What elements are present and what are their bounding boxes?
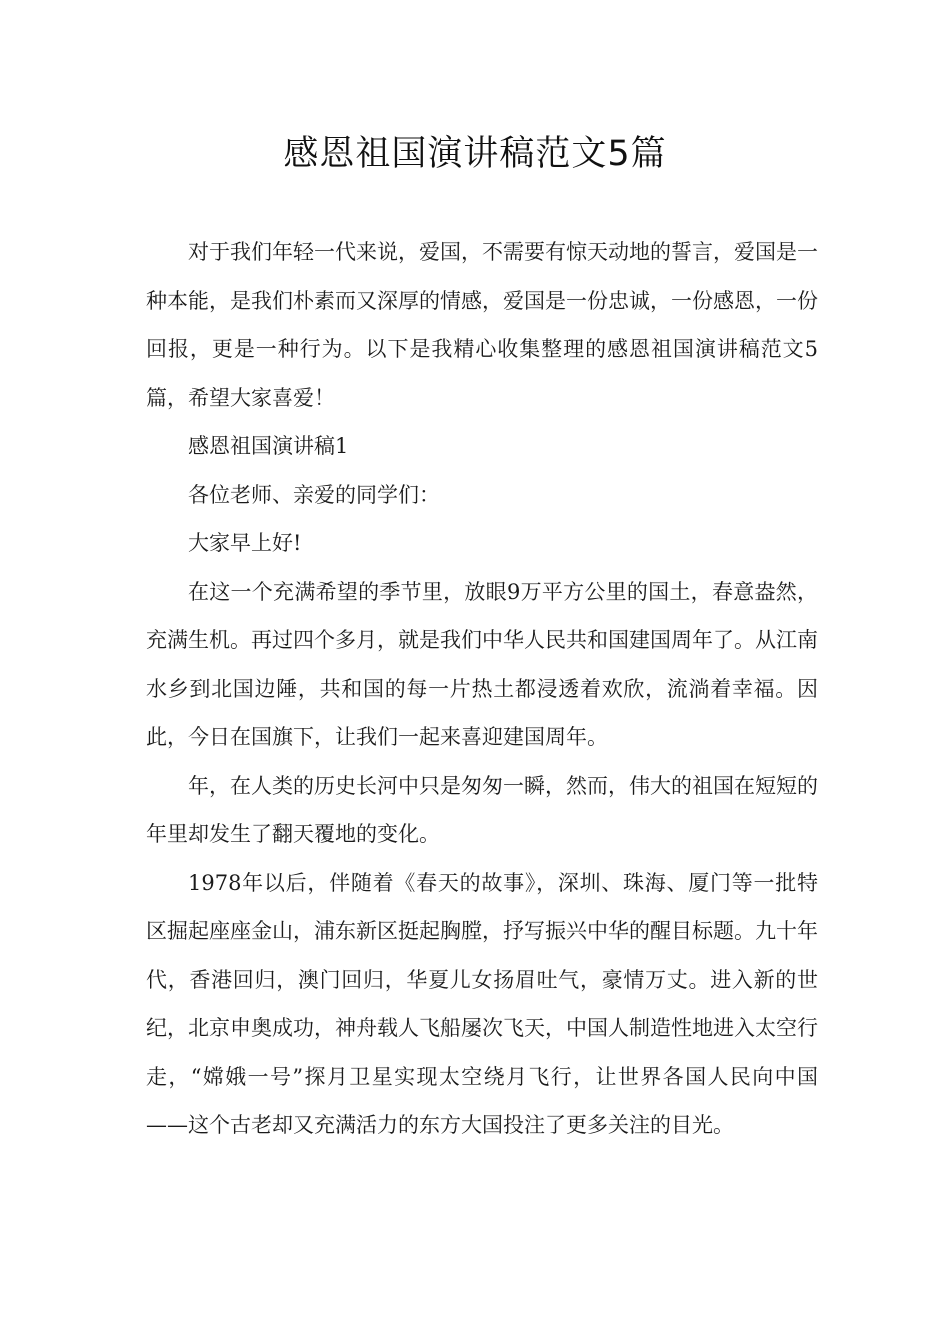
salutation-paragraph: 各位老师、亲爱的同学们： [188,482,440,507]
section-heading: 感恩祖国演讲稿1 [188,434,349,458]
body-paragraph: 年，在人类的历史长河中只是匆匆一瞬，然而，伟大的祖国在短短的年里却发生了翻天覆地的变化。 [146,773,818,846]
body-paragraph: 1978年以后，伴随着《春天的故事》，深圳、珠海、厦门等一批特区掘起座座金山，浦东新区挺起胸膛，抒写振兴中华的醒目标题。九十年代，香港回归，澳门回归，华夏儿女扬眉吐气，豪情万丈。进入新的世纪，北京申奥成功，神舟载人飞船屡次飞天，中国人制造性地进入太空行走，“嫦娥一号”探月卫星实现太空绕月飞行，让世界各国人民向中国——这个古老却又充满活力的东方大国投注了更多关注的目光。 [146,870,818,1137]
document-body [146,228,818,1150]
greeting-paragraph: 大家早上好! [188,531,302,555]
document-title: 感恩祖国演讲稿范文5篇 [283,134,667,174]
body-paragraph: 在这一个充满希望的季节里，放眼9万平方公里的国土，春意盎然，充满生机。再过四个多月，就是我们中华人民共和国建国周年了。从江南水乡到北国边陲，共和国的每一片热土都浸透着欢欣，流淌着幸福。因此，今日在国旗下，让我们一起来喜迎建国周年。 [146,579,818,749]
intro-paragraph: 对于我们年轻一代来说，爱国，不需要有惊天动地的誓言，爱国是一种本能，是我们朴素而又深厚的情感，爱国是一份忠诚，一份感恩，一份回报，更是一种行为。以下是我精心收集整理的感恩祖国演讲稿范文5篇，希望大家喜爱！ [146,240,818,410]
